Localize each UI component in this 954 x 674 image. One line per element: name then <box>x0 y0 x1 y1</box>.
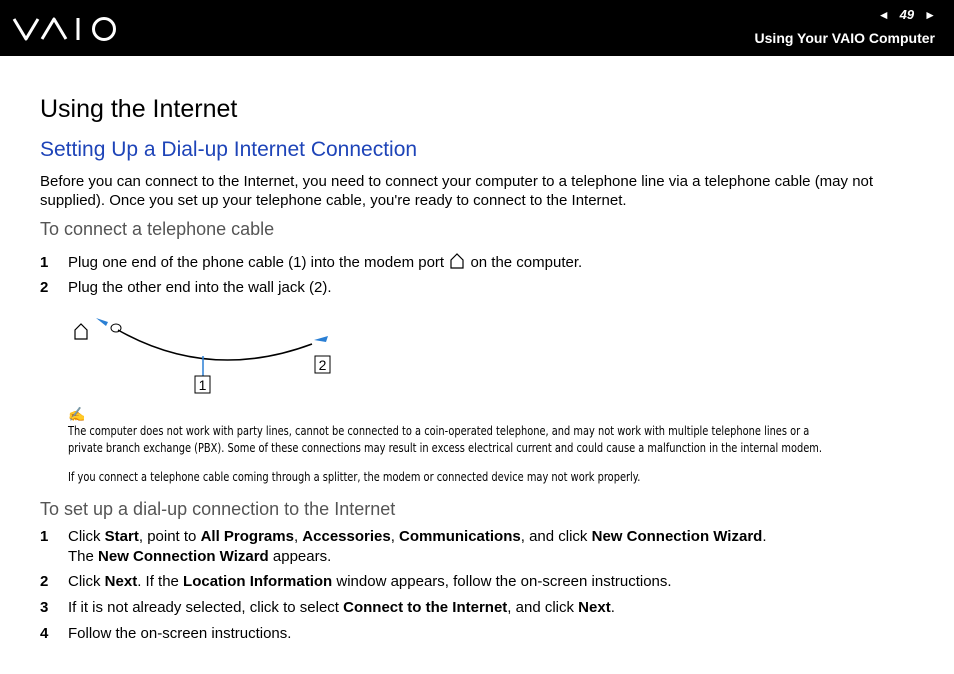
note-line-3: If you connect a telephone cable coming through a splitter, the modem or connected device may not work properly. <box>68 470 641 484</box>
page-navigation <box>878 7 936 22</box>
next-page-arrow[interactable]: ► <box>924 7 936 22</box>
step-text-part: . <box>610 599 615 616</box>
step-text-line2 <box>68 547 331 567</box>
step-text: Plug the other end into the wall jack (2). <box>68 279 332 296</box>
step-text-part: The <box>68 548 99 565</box>
label-2: 2 <box>318 357 327 373</box>
step-number: 3 <box>40 599 49 616</box>
cable-diagram <box>70 312 340 403</box>
step-text-part: , point to <box>138 528 201 545</box>
modem-port-icon <box>450 253 464 269</box>
note-line-1: The computer does not work with party lines, cannot be connected to a coin-operated telephone, and may not work with multiple telephone lines or a <box>68 424 810 438</box>
step-text <box>68 527 767 547</box>
vaio-logo <box>12 15 122 48</box>
cable-line <box>118 330 312 360</box>
step-text-after: on the computer. <box>470 254 583 271</box>
step-number: 2 <box>40 573 49 590</box>
step-text: Follow the on-screen instructions. <box>68 625 292 642</box>
cable-plug-right-icon <box>314 336 328 342</box>
step-text-part: , and click <box>507 599 579 616</box>
note-pencil-icon: ✍ <box>68 406 86 422</box>
step-number: 1 <box>40 254 49 271</box>
step-text-part: . If the <box>137 573 184 590</box>
all-programs-label: All Programs <box>200 528 294 545</box>
note-text <box>68 423 822 457</box>
step-text-part: , and click <box>520 528 592 545</box>
step-text-part: window appears, follow the on-screen instructions. <box>332 573 672 590</box>
accessories-label: Accessories <box>302 528 391 545</box>
step-text <box>68 598 615 618</box>
location-information-label: Location Information <box>183 573 333 590</box>
cable-plug-left-icon <box>96 318 108 326</box>
step-number: 2 <box>40 279 49 296</box>
prev-page-arrow[interactable]: ◄ <box>877 7 890 22</box>
communications-label: Communications <box>399 528 521 545</box>
step-text <box>68 253 582 273</box>
header-bar <box>0 0 954 56</box>
step-text-part: . <box>762 528 767 545</box>
vaio-logo-icon <box>12 15 122 43</box>
step-text <box>68 572 672 592</box>
page-number: 49 <box>899 7 915 22</box>
step-text-part: , <box>390 528 400 545</box>
new-connection-wizard-label: New Connection Wizard <box>591 528 763 545</box>
new-connection-wizard-label: New Connection Wizard <box>98 548 269 565</box>
start-menu-label: Start <box>104 528 139 545</box>
step-text-part: , <box>293 528 303 545</box>
step-number: 4 <box>40 625 49 642</box>
step-text-part: Click <box>68 573 105 590</box>
section-title: Using Your VAIO Computer <box>754 30 935 46</box>
section-subtitle: Setting Up a Dial-up Internet Connection <box>40 138 418 161</box>
intro-paragraph: Before you can connect to the Internet, you need to connect your computer to a telephone line via a telephone cable (may not supplied). Once you set up your telephone cable, you're ready to connect to the Internet. <box>40 173 874 209</box>
note-splitter <box>68 469 773 486</box>
modem-port-icon <box>75 324 87 339</box>
next-label: Next <box>104 573 138 590</box>
step-text-part: If it is not already selected, click to select <box>68 599 344 616</box>
step-text-part: appears. <box>268 548 332 565</box>
page-title: Using the Internet <box>40 95 238 123</box>
heading-dialup-setup: To set up a dial-up connection to the Internet <box>40 499 396 519</box>
cable-diagram-svg <box>70 312 340 398</box>
step-text-part: Click <box>68 528 105 545</box>
connect-to-internet-label: Connect to the Internet <box>343 599 508 616</box>
next-label: Next <box>578 599 611 616</box>
label-1: 1 <box>198 377 207 393</box>
note-line-2: private branch exchange (PBX). Some of these connections may result in excess electrical current and could cause a malfunction in the internal modem. <box>68 441 822 455</box>
heading-connect-cable: To connect a telephone cable <box>40 219 275 239</box>
step-number: 1 <box>40 528 49 545</box>
step-text-before: Plug one end of the phone cable (1) into the modem port <box>68 254 445 271</box>
